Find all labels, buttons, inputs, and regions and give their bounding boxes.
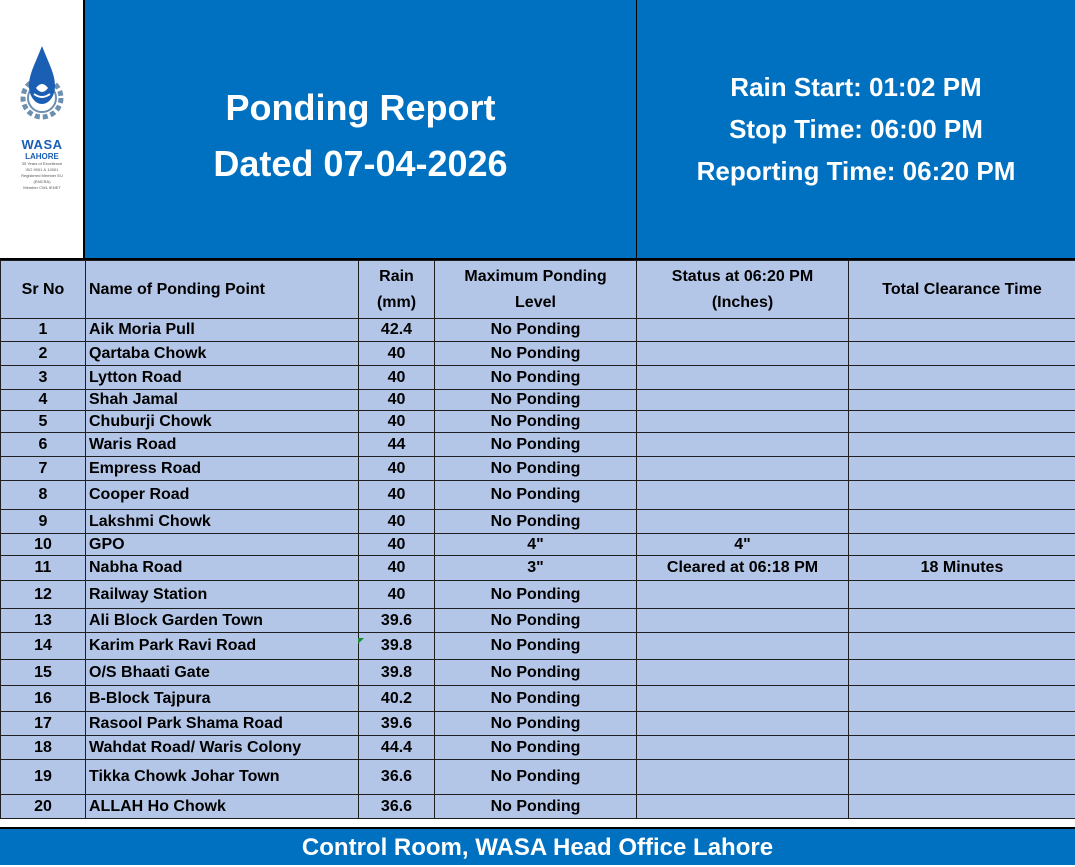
cell-name: GPO [86,534,359,556]
cell-name: Waris Road [86,433,359,457]
cell-status [637,319,849,342]
cell-status [637,433,849,457]
cell-clearance [849,660,1075,686]
cell-status [637,581,849,609]
cell-rain: 40 [359,510,435,534]
cell-level: 3" [435,556,637,581]
cell-rain: 40 [359,411,435,433]
cell-status [637,366,849,390]
ponding-table [0,260,1075,819]
cell-name: Shah Jamal [86,390,359,411]
cell-status [637,457,849,481]
cell-status [637,342,849,366]
cell-level: No Ponding [435,760,637,795]
cell-status [637,609,849,633]
cell-level: No Ponding [435,795,637,819]
table-row [1,736,1075,760]
cell-status [637,633,849,660]
rain-stop-time: Stop Time: 06:00 PM [729,108,983,150]
cell-level: No Ponding [435,319,637,342]
cell-clearance [849,609,1075,633]
cell-rain: 40.2 [359,686,435,712]
col-header-status [637,261,849,319]
cell-sr: 10 [1,534,86,556]
col-header-sr: Sr No [1,261,86,319]
cell-status: Cleared at 06:18 PM [637,556,849,581]
table-row [1,795,1075,819]
table-row [1,686,1075,712]
rain-times-cell [637,0,1075,260]
logo-reg2: Member CWL IENET [14,185,70,191]
cell-name: Qartaba Chowk [86,342,359,366]
table-row [1,457,1075,481]
cell-rain: 42.4 [359,319,435,342]
col-header-rain-line1: Rain [362,264,431,290]
cell-sr: 4 [1,390,86,411]
cell-rain: 39.6 [359,712,435,736]
table-body [1,319,1075,819]
cell-rain: 40 [359,534,435,556]
cell-sr: 18 [1,736,86,760]
cell-clearance [849,433,1075,457]
col-header-clearance: Total Clearance Time [849,261,1075,319]
cell-name: Lakshmi Chowk [86,510,359,534]
cell-name: O/S Bhaati Gate [86,660,359,686]
cell-clearance [849,366,1075,390]
table-row [1,342,1075,366]
cell-sr: 6 [1,433,86,457]
cell-rain: 40 [359,481,435,510]
footer-banner: Control Room, WASA Head Office Lahore [0,827,1075,865]
table-row [1,390,1075,411]
cell-level: No Ponding [435,390,637,411]
cell-note-marker-icon [358,638,364,644]
cell-sr: 1 [1,319,86,342]
cell-rain: 40 [359,581,435,609]
table-header-row [1,261,1075,319]
cell-level: No Ponding [435,736,637,760]
logo-reg1: Registered Member EU (EMCRA) [14,173,70,185]
cell-sr: 5 [1,411,86,433]
cell-sr: 13 [1,609,86,633]
cell-rain: 40 [359,556,435,581]
cell-sr: 9 [1,510,86,534]
cell-clearance [849,686,1075,712]
cell-name: Lytton Road [86,366,359,390]
cell-level: No Ponding [435,433,637,457]
cell-sr: 12 [1,581,86,609]
col-header-status-line2: (Inches) [640,290,845,316]
cell-rain: 39.8 [359,660,435,686]
reporting-time: Reporting Time: 06:20 PM [697,150,1016,192]
cell-sr: 20 [1,795,86,819]
cell-name: Nabha Road [86,556,359,581]
cell-status [637,481,849,510]
cell-clearance: 18 Minutes [849,556,1075,581]
cell-status [637,686,849,712]
logo-cell [0,0,85,260]
table-row [1,510,1075,534]
cell-level: No Ponding [435,686,637,712]
cell-status [637,760,849,795]
cell-rain: 40 [359,457,435,481]
col-header-name: Name of Ponding Point [86,261,359,319]
cell-status [637,660,849,686]
cell-rain: 36.6 [359,795,435,819]
cell-clearance [849,581,1075,609]
col-header-level [435,261,637,319]
cell-level: No Ponding [435,712,637,736]
table-row [1,633,1075,660]
cell-name: Wahdat Road/ Waris Colony [86,736,359,760]
cell-sr: 3 [1,366,86,390]
cell-status [637,510,849,534]
cell-level: No Ponding [435,660,637,686]
logo-wasa-text: WASA [14,137,70,152]
cell-sr: 15 [1,660,86,686]
table-row [1,366,1075,390]
cell-name: Tikka Chowk Johar Town [86,760,359,795]
cell-rain: 44.4 [359,736,435,760]
cell-clearance [849,390,1075,411]
cell-status [637,390,849,411]
col-header-rain [359,261,435,319]
cell-rain: 40 [359,390,435,411]
table-row [1,660,1075,686]
cell-clearance [849,510,1075,534]
cell-sr: 2 [1,342,86,366]
cell-clearance [849,712,1075,736]
cell-level: No Ponding [435,411,637,433]
cell-name: Aik Moria Pull [86,319,359,342]
col-header-level-line1: Maximum Ponding [438,264,633,290]
report-title: Ponding Report [226,66,496,136]
cell-level: No Ponding [435,457,637,481]
cell-clearance [849,411,1075,433]
col-header-level-line2: Level [438,290,633,316]
table-row [1,609,1075,633]
cell-clearance [849,534,1075,556]
cell-level: No Ponding [435,481,637,510]
wasa-logo-icon [14,40,70,130]
cell-rain: 39.6 [359,609,435,633]
cell-status [637,712,849,736]
cell-status [637,736,849,760]
cell-clearance [849,736,1075,760]
cell-rain: 40 [359,366,435,390]
table-row [1,411,1075,433]
logo-lahore-text: LAHORE [14,152,70,161]
cell-name: Railway Station [86,581,359,609]
cell-sr: 17 [1,712,86,736]
rain-start-time: Rain Start: 01:02 PM [730,66,981,108]
cell-clearance [849,342,1075,366]
cell-rain: 44 [359,433,435,457]
table-row [1,534,1075,556]
cell-level: No Ponding [435,510,637,534]
cell-sr: 14 [1,633,86,660]
cell-sr: 8 [1,481,86,510]
logo-tagline: 35 Years of Excellence [14,161,70,167]
cell-level: No Ponding [435,633,637,660]
cell-name: Rasool Park Shama Road [86,712,359,736]
cell-name: Karim Park Ravi Road [86,633,359,660]
table-row [1,760,1075,795]
cell-name: Empress Road [86,457,359,481]
cell-rain: 39.8 [359,633,435,660]
cell-name: ALLAH Ho Chowk [86,795,359,819]
cell-clearance [849,760,1075,795]
cell-level: No Ponding [435,366,637,390]
cell-sr: 16 [1,686,86,712]
cell-clearance [849,319,1075,342]
cell-sr: 7 [1,457,86,481]
logo-cert: ISO 9001 & 14001 [14,167,70,173]
table-row [1,433,1075,457]
cell-clearance [849,633,1075,660]
cell-clearance [849,457,1075,481]
cell-name: Ali Block Garden Town [86,609,359,633]
cell-name: Cooper Road [86,481,359,510]
report-title-cell [85,0,637,260]
cell-clearance [849,481,1075,510]
cell-status [637,411,849,433]
wasa-logo [14,40,70,191]
cell-name: Chuburji Chowk [86,411,359,433]
cell-level: No Ponding [435,342,637,366]
cell-level: No Ponding [435,609,637,633]
table-row [1,712,1075,736]
cell-sr: 11 [1,556,86,581]
cell-status: 4" [637,534,849,556]
col-header-rain-line2: (mm) [362,290,431,316]
cell-status [637,795,849,819]
table-row [1,581,1075,609]
cell-clearance [849,795,1075,819]
table-row [1,556,1075,581]
cell-name: B-Block Tajpura [86,686,359,712]
table-row [1,319,1075,342]
col-header-status-line1: Status at 06:20 PM [640,264,845,290]
cell-level: No Ponding [435,581,637,609]
cell-level: 4" [435,534,637,556]
cell-rain: 40 [359,342,435,366]
report-date: Dated 07-04-2026 [213,136,507,192]
cell-rain: 36.6 [359,760,435,795]
table-row [1,481,1075,510]
cell-sr: 19 [1,760,86,795]
